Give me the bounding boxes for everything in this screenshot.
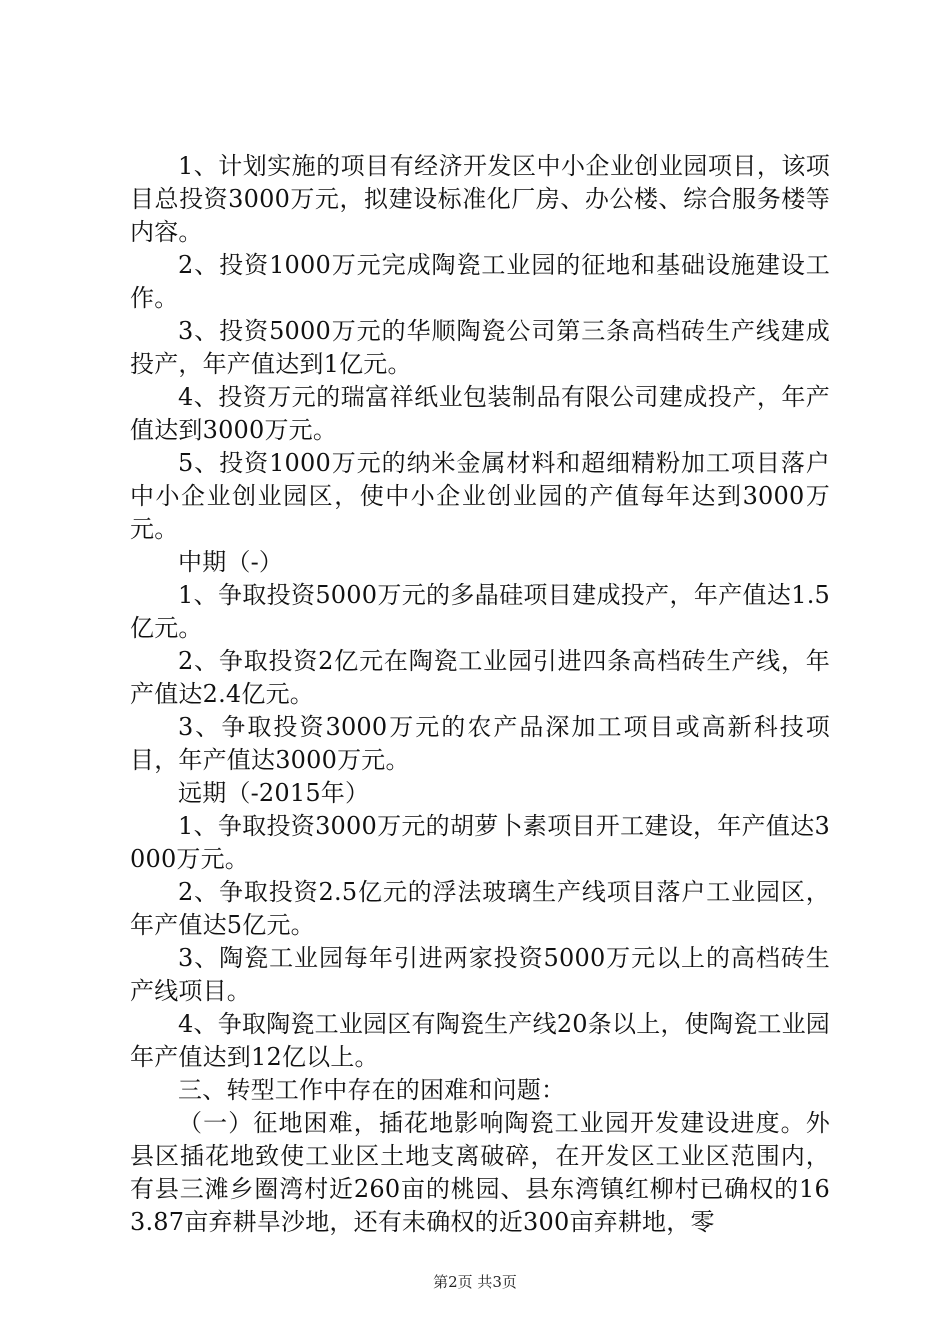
page-footer: 第2页 共3页 <box>433 1273 517 1291</box>
paragraph: 3、投资5000万元的华顺陶瓷公司第三条高档砖生产线建成投产，年产值达到1亿元。 <box>130 317 830 378</box>
section-heading: 三、转型工作中存在的困难和问题： <box>178 1076 566 1104</box>
paragraph: 4、投资万元的瑞富祥纸业包装制品有限公司建成投产，年产值达到3000万元。 <box>130 383 830 444</box>
paragraph: （一）征地困难，插花地影响陶瓷工业园开发建设进度。外县区插花地致使工业区土地支离破碎，在开发区工业区范围内，有县三滩乡圈湾村近260亩的桃园、县东湾镇红柳村已确权的163.87亩弃耕旱沙地，还有未确权的近300亩弃耕地，零 <box>130 1109 830 1236</box>
section-heading: 中期（-） <box>178 548 284 576</box>
section-heading: 远期（-2015年） <box>178 779 370 807</box>
paragraph: 2、投资1000万元完成陶瓷工业园的征地和基础设施建设工作。 <box>130 251 830 312</box>
paragraph: 1、争取投资3000万元的胡萝卜素项目开工建设，年产值达3000万元。 <box>130 812 830 873</box>
paragraph: 5、投资1000万元的纳米金属材料和超细精粉加工项目落户中小企业创业园区，使中小企业创业园的产值每年达到3000万元。 <box>130 449 830 543</box>
paragraph: 2、争取投资2亿元在陶瓷工业园引进四条高档砖生产线，年产值达2.4亿元。 <box>130 647 830 708</box>
paragraph: 3、陶瓷工业园每年引进两家投资5000万元以上的高档砖生产线项目。 <box>130 944 830 1005</box>
paragraph: 2、争取投资2.5亿元的浮法玻璃生产线项目落户工业园区，年产值达5亿元。 <box>130 878 830 939</box>
paragraph: 1、争取投资5000万元的多晶硅项目建成投产，年产值达1.5亿元。 <box>130 581 830 642</box>
paragraph: 4、争取陶瓷工业园区有陶瓷生产线20条以上，使陶瓷工业园年产值达到12亿以上。 <box>130 1010 830 1071</box>
document-body <box>130 150 830 1239</box>
paragraph: 3、争取投资3000万元的农产品深加工项目或高新科技项目，年产值达3000万元。 <box>130 713 830 774</box>
paragraph: 1、计划实施的项目有经济开发区中小企业创业园项目，该项目总投资3000万元，拟建设标准化厂房、办公楼、综合服务楼等内容。 <box>130 152 830 246</box>
